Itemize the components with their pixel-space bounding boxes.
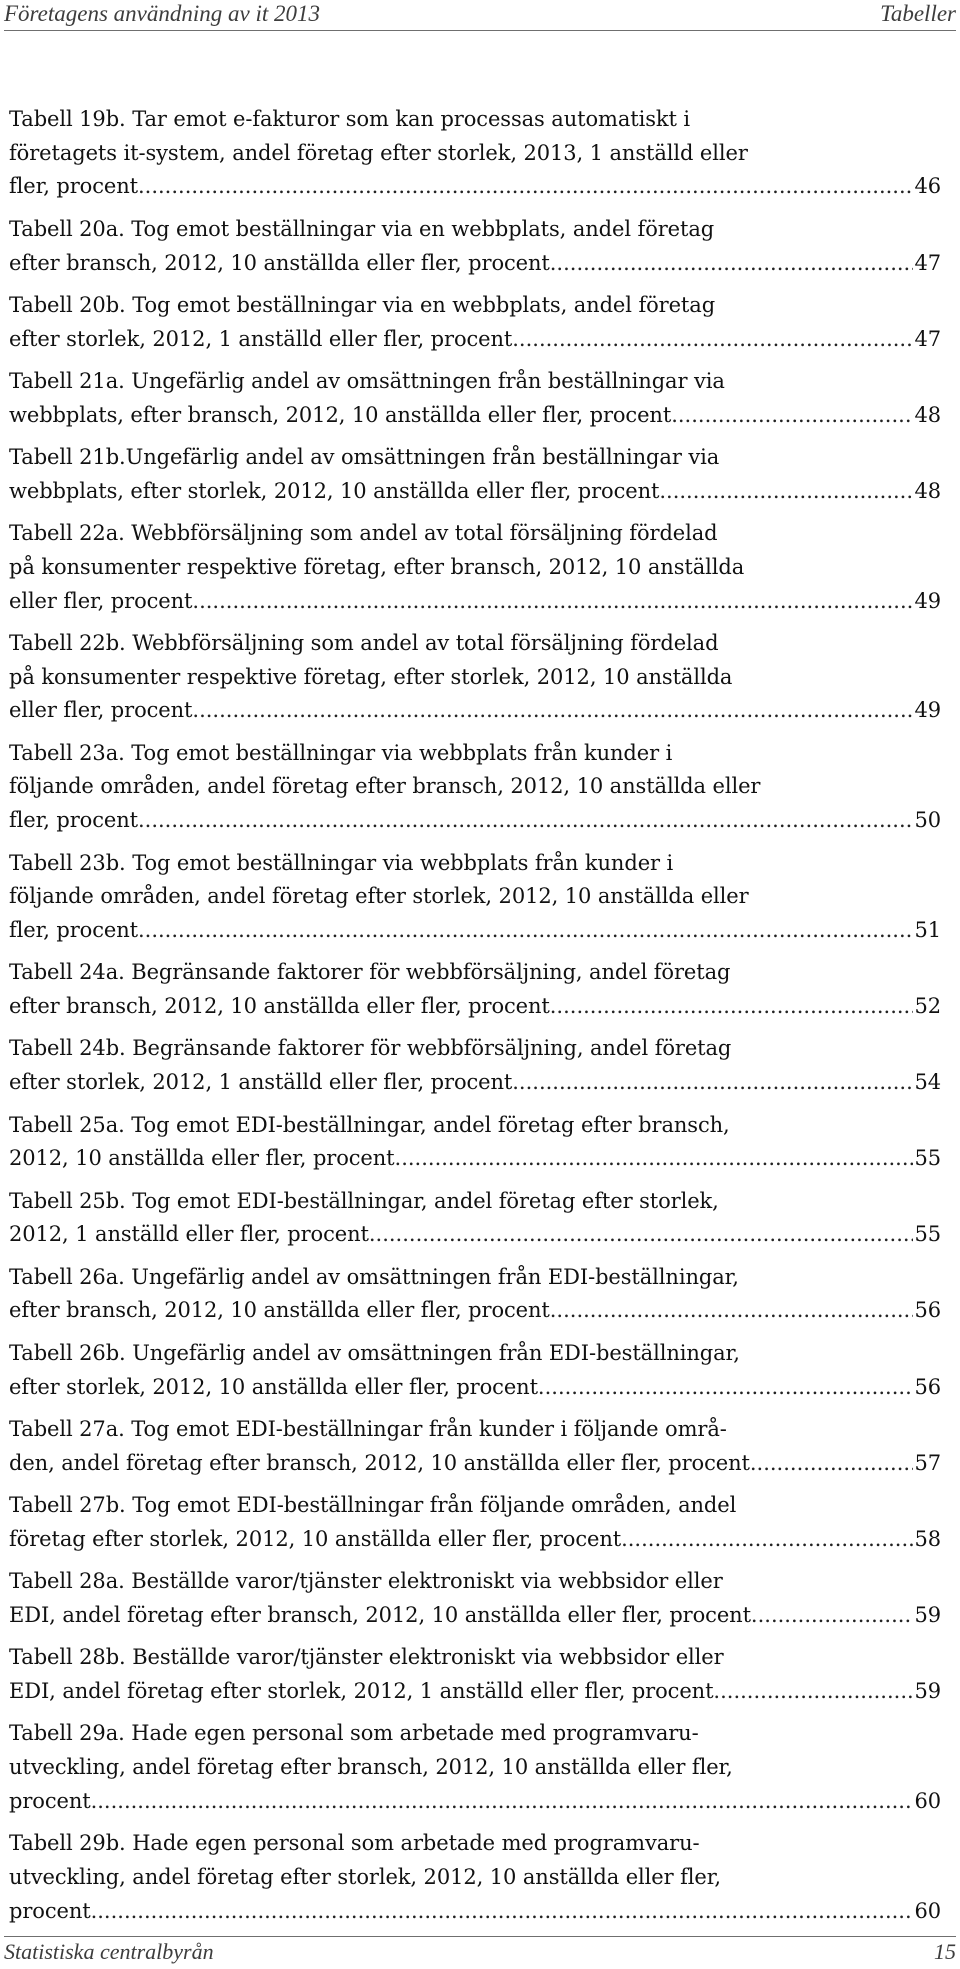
toc-entry-text-line: EDI, andel företag efter bransch, 2012, 10 anställda eller fler, procent <box>9 1602 751 1627</box>
toc-entry-text-line: utveckling, andel företag efter storlek, 2012, 10 anställda eller fler, <box>9 1864 721 1889</box>
toc-entry-text-line: Tabell 23a. Tog emot beställningar via webbplats från kunder i <box>9 740 673 765</box>
dot-leader <box>138 804 913 838</box>
toc-entry-text-line: företag efter storlek, 2012, 10 anställda eller fler, procent <box>9 1526 622 1551</box>
toc-entry-text-line: Tabell 26a. Ungefärlig andel av omsättningen från EDI-beställningar, <box>9 1264 739 1289</box>
toc-entry-text-line: följande områden, andel företag efter bransch, 2012, 10 anställda eller <box>9 774 761 799</box>
toc-entry-text-line: Tabell 19b. Tar emot e-fakturor som kan processas automatiskt i <box>9 107 691 131</box>
toc-page-number: 58 <box>914 1526 941 1551</box>
toc-entry-text-line: procent <box>9 1788 91 1813</box>
toc-page-number: 47 <box>914 250 941 275</box>
toc-entry-text-line: 2012, 1 anställd eller fler, procent <box>9 1222 369 1247</box>
toc-entry-text-line: Tabell 27b. Tog emot EDI-beställningar från följande områden, andel <box>9 1493 737 1518</box>
toc-entry-text-line: Tabell 24a. Begränsande faktorer för webbförsäljning, andel företag <box>9 960 731 985</box>
dot-leader <box>659 475 913 509</box>
toc-page-number: 46 <box>914 174 941 199</box>
dot-leader <box>395 1142 914 1176</box>
toc-entry[interactable] <box>9 737 941 838</box>
toc-entry-text-line: efter storlek, 2012, 1 anställd eller fler, procent <box>9 326 513 351</box>
toc-entry[interactable] <box>9 1565 941 1632</box>
page-header <box>4 0 956 30</box>
toc-entry-text-line: webbplats, efter storlek, 2012, 10 anställda eller fler, procent <box>9 478 660 503</box>
dot-leader <box>751 1599 914 1633</box>
toc-entry-text-line: Tabell 24b. Begränsande faktorer för webbförsäljning, andel företag <box>9 1036 732 1061</box>
toc-entry-text-line: efter bransch, 2012, 10 anställda eller fler, procent <box>9 1298 550 1323</box>
header-section-title: Tabeller <box>880 1 956 26</box>
toc-page-number: 59 <box>914 1602 941 1627</box>
toc-entry[interactable] <box>9 1109 941 1176</box>
toc-page-number: 56 <box>914 1374 941 1399</box>
toc-entry-text-line: eller fler, procent <box>9 588 193 613</box>
dot-leader <box>621 1523 913 1557</box>
toc-page-number: 55 <box>914 1222 941 1247</box>
dot-leader <box>550 990 914 1024</box>
toc-entry-last-line <box>9 1447 941 1481</box>
toc-entry-text-line: fler, procent <box>9 917 138 942</box>
toc-entry[interactable] <box>9 627 941 728</box>
toc-entry-last-line <box>9 1895 941 1929</box>
toc-entry-text-line: efter bransch, 2012, 10 anställda eller fler, procent <box>9 994 550 1019</box>
toc-entry-text-line: Tabell 25b. Tog emot EDI-beställningar, andel företag efter storlek, <box>9 1188 719 1213</box>
toc-entry-text-line: på konsumenter respektive företag, efter bransch, 2012, 10 anställda <box>9 554 745 579</box>
toc-entry[interactable] <box>9 1337 941 1404</box>
toc-entry-last-line <box>9 585 941 619</box>
toc-entry-last-line <box>9 1294 941 1328</box>
header-divider <box>4 30 956 31</box>
toc-entry[interactable] <box>9 365 941 432</box>
toc-page-number: 51 <box>914 917 941 942</box>
dot-leader <box>550 247 914 281</box>
toc-page-number: 50 <box>914 808 941 833</box>
toc-entry-text-line: Tabell 21a. Ungefärlig andel av omsättningen från beställningar via <box>9 368 725 393</box>
page-footer <box>4 1938 956 1966</box>
toc-entry-last-line <box>9 323 941 357</box>
toc-entry-text-line: efter storlek, 2012, 1 anställd eller fler, procent <box>9 1070 513 1095</box>
toc-entry-last-line <box>9 990 941 1024</box>
toc-page-number: 54 <box>914 1070 941 1095</box>
toc-entry-text-line: på konsumenter respektive företag, efter storlek, 2012, 10 anställda <box>9 664 733 689</box>
toc-page-number: 49 <box>914 588 941 613</box>
toc-page-number: 49 <box>914 698 941 723</box>
dot-leader <box>138 170 913 204</box>
toc-entry-text-line: den, andel företag efter bransch, 2012, 10 anställda eller fler, procent <box>9 1450 750 1475</box>
table-of-contents <box>9 103 941 1937</box>
toc-entry-text-line: Tabell 22b. Webbförsäljning som andel av total försäljning fördelad <box>9 630 719 655</box>
toc-entry-text-line: efter bransch, 2012, 10 anställda eller fler, procent <box>9 250 550 275</box>
toc-entry-last-line <box>9 1675 941 1709</box>
toc-entry-last-line <box>9 247 941 281</box>
toc-entry-text-line: Tabell 22a. Webbförsäljning som andel av total försäljning fördelad <box>9 521 718 546</box>
toc-entry-text-line: fler, procent <box>9 174 138 199</box>
toc-entry-text-line: Tabell 26b. Ungefärlig andel av omsättningen från EDI-beställningar, <box>9 1340 740 1365</box>
toc-page-number: 48 <box>914 478 941 503</box>
toc-entry-text-line: följande områden, andel företag efter storlek, 2012, 10 anställda eller <box>9 884 749 909</box>
toc-page-number: 55 <box>914 1146 941 1171</box>
toc-entry[interactable] <box>9 1413 941 1480</box>
toc-entry[interactable] <box>9 103 941 204</box>
toc-entry-last-line <box>9 1785 941 1819</box>
dot-leader <box>512 323 913 357</box>
toc-entry[interactable] <box>9 289 941 356</box>
dot-leader <box>192 694 913 728</box>
toc-entry-text-line: Tabell 28b. Beställde varor/tjänster elektroniskt via webbsidor eller <box>9 1645 724 1670</box>
toc-entry-last-line <box>9 399 941 433</box>
toc-entry-last-line <box>9 694 941 728</box>
dot-leader <box>671 399 913 433</box>
toc-entry-text-line: Tabell 21b.Ungefärlig andel av omsättningen från beställningar via <box>9 445 720 470</box>
toc-page-number: 56 <box>914 1298 941 1323</box>
toc-entry-text-line: Tabell 29a. Hade egen personal som arbetade med programvaru- <box>9 1721 699 1746</box>
toc-entry[interactable] <box>9 1489 941 1556</box>
toc-entry-last-line <box>9 914 941 948</box>
dot-leader <box>91 1895 914 1929</box>
toc-entry-last-line <box>9 1066 941 1100</box>
dot-leader <box>369 1218 914 1252</box>
toc-entry-text-line: företagets it-system, andel företag efter storlek, 2013, 1 anställd eller <box>9 140 748 165</box>
dot-leader <box>91 1785 914 1819</box>
dot-leader <box>713 1675 913 1709</box>
toc-page-number: 52 <box>914 994 941 1019</box>
toc-entry-text-line: Tabell 20a. Tog emot beställningar via en webbplats, andel företag <box>9 216 715 241</box>
toc-entry-last-line <box>9 475 941 509</box>
toc-entry[interactable] <box>9 847 941 948</box>
toc-entry-text-line: 2012, 10 anställda eller fler, procent <box>9 1146 395 1171</box>
toc-page-number: 60 <box>914 1788 941 1813</box>
toc-entry-text-line: Tabell 23b. Tog emot beställningar via webbplats från kunder i <box>9 850 674 875</box>
toc-entry-text-line: fler, procent <box>9 808 138 833</box>
toc-entry-text-line: Tabell 27a. Tog emot EDI-beställningar från kunder i följande områ- <box>9 1416 727 1441</box>
dot-leader <box>550 1294 914 1328</box>
dot-leader <box>750 1447 914 1481</box>
toc-entry-text-line: EDI, andel företag efter storlek, 2012, 1 anställd eller fler, procent <box>9 1678 714 1703</box>
toc-entry-last-line <box>9 170 941 204</box>
toc-entry-last-line <box>9 1218 941 1252</box>
toc-entry-text-line: procent <box>9 1898 91 1923</box>
toc-entry[interactable] <box>9 441 941 508</box>
toc-entry-last-line <box>9 804 941 838</box>
toc-entry[interactable] <box>9 1261 941 1328</box>
toc-entry-text-line: eller fler, procent <box>9 698 193 723</box>
dot-leader <box>512 1066 913 1100</box>
toc-entry[interactable] <box>9 1032 941 1099</box>
toc-entry[interactable] <box>9 213 941 280</box>
toc-entry[interactable] <box>9 956 941 1023</box>
toc-entry-text-line: webbplats, efter bransch, 2012, 10 anställda eller fler, procent <box>9 402 672 427</box>
toc-entry[interactable] <box>9 1717 941 1818</box>
toc-page-number: 57 <box>914 1450 941 1475</box>
footer-divider <box>4 1936 956 1937</box>
toc-entry-text-line: utveckling, andel företag efter bransch, 2012, 10 anställda eller fler, <box>9 1755 733 1779</box>
toc-page-number: 48 <box>914 402 941 427</box>
toc-entry-text-line: Tabell 28a. Beställde varor/tjänster elektroniskt via webbsidor eller <box>9 1569 723 1594</box>
header-publication-title: Företagens användning av it 2013 <box>4 1 320 26</box>
dot-leader <box>192 585 913 619</box>
toc-page-number: 47 <box>914 326 941 351</box>
dot-leader <box>538 1371 914 1405</box>
dot-leader <box>138 914 913 948</box>
toc-entry[interactable] <box>9 1185 941 1252</box>
footer-publisher: Statistiska centralbyrån <box>4 1939 214 1964</box>
toc-entry-text-line: Tabell 25a. Tog emot EDI-beställningar, andel företag efter bransch, <box>9 1112 730 1137</box>
toc-entry[interactable] <box>9 517 941 618</box>
toc-page-number: 60 <box>914 1898 941 1923</box>
toc-entry-text-line: efter storlek, 2012, 10 anställda eller fler, procent <box>9 1374 538 1399</box>
toc-entry-text-line: Tabell 20b. Tog emot beställningar via en webbplats, andel företag <box>9 292 716 317</box>
toc-entry[interactable] <box>9 1827 941 1928</box>
toc-entry-last-line <box>9 1599 941 1633</box>
toc-entry-last-line <box>9 1371 941 1405</box>
toc-entry-last-line <box>9 1142 941 1176</box>
toc-page-number: 59 <box>914 1678 941 1703</box>
footer-page-number: 15 <box>934 1939 956 1964</box>
toc-entry-last-line <box>9 1523 941 1557</box>
toc-entry[interactable] <box>9 1641 941 1708</box>
toc-entry-text-line: Tabell 29b. Hade egen personal som arbetade med programvaru- <box>9 1831 700 1856</box>
